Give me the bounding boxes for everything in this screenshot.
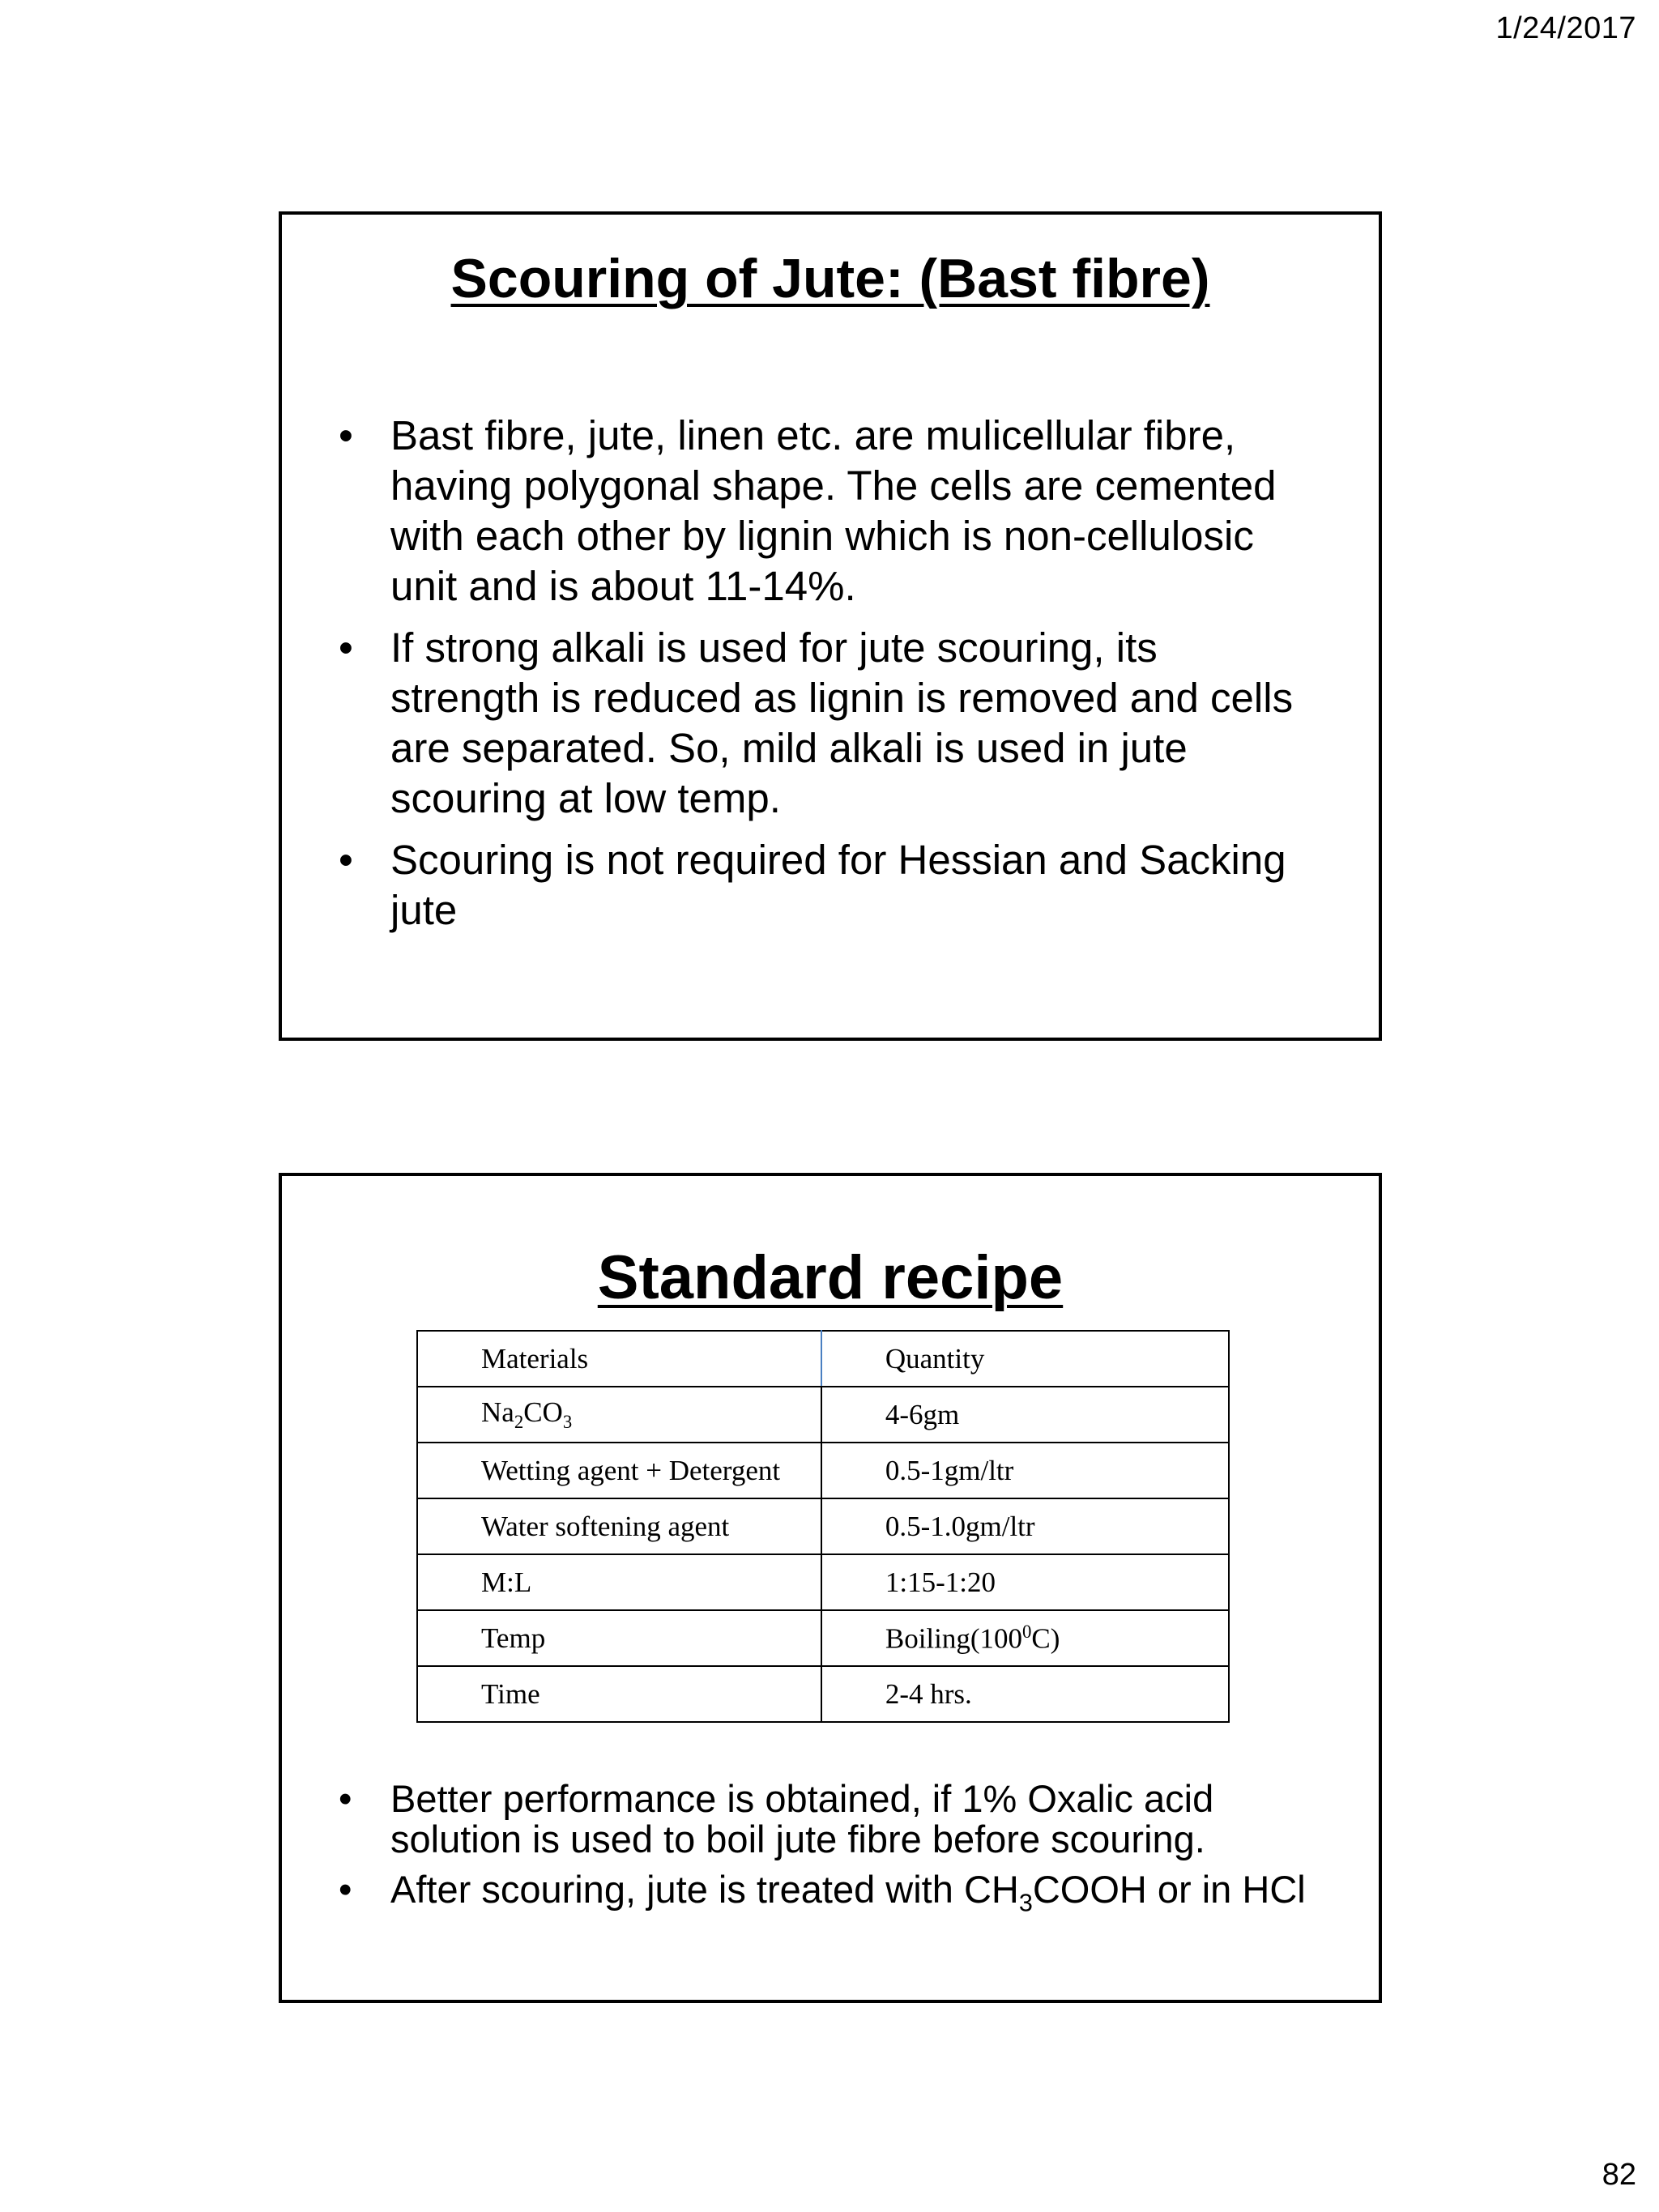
slide-scouring-of-jute <box>279 211 1382 1041</box>
bullet-item <box>337 835 1309 936</box>
bullet-text: Bast fibre, jute, linen etc. are mulicellular fibre, having polygonal shape. The cells are cemented with each other by lignin which is non-cellulosic unit and is about 11-14%. <box>390 412 1277 609</box>
page-date: 1/24/2017 <box>1495 11 1636 45</box>
bullet-item <box>337 1869 1341 1923</box>
quantity-cell: 4-6gm <box>821 1387 1229 1443</box>
bullet-text: Better performance is obtained, if 1% Oxalic acid solution is used to boil jute fibre before scouring. <box>390 1777 1214 1860</box>
bullet-icon: • <box>339 1868 352 1911</box>
quantity-cell: $Boiling(100^0C)$ <box>821 1610 1229 1666</box>
bullet-list <box>337 1779 1341 1933</box>
quantity-cell: 0.5-1.0gm/ltr <box>821 1498 1229 1554</box>
quantity-cell: 0.5-1gm/ltr <box>821 1443 1229 1498</box>
table-row <box>417 1498 1229 1554</box>
bullet-icon: • <box>339 1777 352 1820</box>
material-cell: Temp <box>417 1610 821 1666</box>
slide-standard-recipe <box>279 1173 1382 2003</box>
table-row <box>417 1387 1229 1443</box>
bullet-icon: • <box>339 412 353 458</box>
material-cell: Water softening agent <box>417 1498 821 1554</box>
quantity-cell: 2-4 hrs. <box>821 1666 1229 1722</box>
bullet-icon: • <box>339 624 353 671</box>
page-number: 82 <box>1601 2158 1636 2192</box>
bullet-item <box>337 1779 1341 1860</box>
header-materials: Materials <box>417 1331 821 1387</box>
quantity-cell: 1:15-1:20 <box>821 1554 1229 1610</box>
table-row <box>417 1610 1229 1666</box>
bullet-text: Scouring is not required for Hessian and Sacking jute <box>390 837 1286 933</box>
table-row <box>417 1666 1229 1722</box>
bullet-item <box>337 623 1309 824</box>
bullet-text: After scouring, jute is treated with $CH_3COOH$ or in HCl <box>390 1868 1306 1917</box>
bullet-list <box>337 411 1309 947</box>
material-cell: Wetting agent + Detergent <box>417 1443 821 1498</box>
table-header-row <box>417 1331 1229 1387</box>
slide-title: Scouring of Jute: (Bast fibre) <box>450 248 1210 309</box>
material-cell: Time <box>417 1666 821 1722</box>
material-cell: $Na_2CO_3$ <box>417 1387 821 1443</box>
slide-title: Standard recipe <box>597 1243 1064 1312</box>
bullet-item <box>337 411 1309 612</box>
bullet-icon: • <box>339 837 353 883</box>
recipe-table <box>416 1330 1230 1723</box>
table-row <box>417 1554 1229 1610</box>
material-cell: M:L <box>417 1554 821 1610</box>
table-row <box>417 1443 1229 1498</box>
header-quantity: Quantity <box>821 1331 1229 1387</box>
bullet-text: If strong alkali is used for jute scouring, its strength is reduced as lignin is removed and cells are separated. So, mild alkali is used in jute scouring at low temp. <box>390 624 1294 821</box>
